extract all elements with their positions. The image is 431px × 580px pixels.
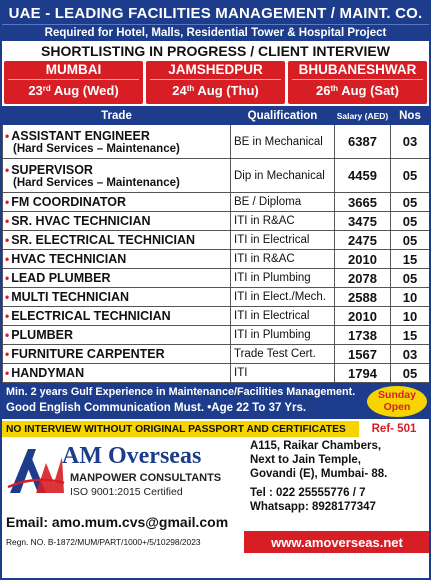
bullet-icon: • (5, 252, 10, 266)
cell-qualification: ITI in R&AC (231, 250, 335, 269)
cell-qualification: ITI in R&AC (231, 212, 335, 231)
cell-salary: 3665 (335, 193, 391, 212)
company-footer (2, 437, 429, 557)
col-header-nos: Nos (391, 107, 430, 125)
bullet-icon: • (5, 290, 10, 304)
cell-nos: 15 (391, 326, 430, 345)
telephone[interactable]: Tel : 022 25555776 / 7 (250, 487, 366, 499)
notice-bar (2, 421, 429, 437)
table-row (3, 125, 430, 159)
cell-trade (3, 212, 231, 231)
reference-number: Ref- 501 (359, 421, 429, 437)
cell-nos: 03 (391, 125, 430, 159)
company-phones (250, 486, 376, 514)
table-row (3, 269, 430, 288)
cell-salary: 2078 (335, 269, 391, 288)
interview-cities (2, 61, 429, 104)
requirements-banner (2, 383, 429, 419)
jobs-table (2, 106, 430, 383)
city-name: BHUBANESHWAR (292, 61, 423, 80)
cell-qualification: ITI in Electrical (231, 231, 335, 250)
cell-nos: 05 (391, 364, 430, 383)
cell-nos: 03 (391, 345, 430, 364)
company-logo-block (6, 439, 238, 515)
bullet-icon: • (5, 347, 10, 361)
trade-name: HVAC TECHNICIAN (11, 252, 127, 266)
cell-trade (3, 345, 231, 364)
cell-salary: 1567 (335, 345, 391, 364)
trade-name: ASSISTANT ENGINEER (11, 128, 150, 143)
cell-salary: 1738 (335, 326, 391, 345)
cell-nos: 05 (391, 193, 430, 212)
interview-status: SHORTLISTING IN PROGRESS / CLIENT INTERVIEW (41, 43, 390, 59)
city-date: 23rd Aug (Wed) (28, 83, 119, 98)
city-date: 26th Aug (Sat) (316, 83, 399, 98)
whatsapp-number[interactable]: Whatsapp: 8928177347 (250, 501, 376, 513)
trade-name: SR. HVAC TECHNICIAN (11, 214, 151, 228)
cell-nos: 05 (391, 212, 430, 231)
cell-salary: 2010 (335, 250, 391, 269)
bullet-icon: • (5, 162, 10, 177)
trade-name: PLUMBER (11, 328, 74, 342)
table-row (3, 231, 430, 250)
city-card-mumbai (4, 61, 143, 104)
table-row (3, 250, 430, 269)
header-title: UAE - LEADING FACILITIES MANAGEMENT / MAINT. CO. (2, 2, 429, 24)
bullet-icon: • (5, 366, 10, 380)
cell-salary: 6387 (335, 125, 391, 159)
cell-qualification: BE in Mechanical (231, 125, 335, 159)
cell-nos: 15 (391, 250, 430, 269)
trade-name: LEAD PLUMBER (11, 271, 111, 285)
trade-name: ELECTRICAL TECHNICIAN (11, 309, 171, 323)
notice-text: NO INTERVIEW WITHOUT ORIGINAL PASSPORT AND CERTIFICATES (2, 421, 359, 437)
cell-salary: 2010 (335, 307, 391, 326)
cell-trade (3, 307, 231, 326)
bullet-icon: • (5, 233, 10, 247)
cell-qualification: ITI in Elect./Mech. (231, 288, 335, 307)
trade-name: SR. ELECTRICAL TECHNICIAN (11, 233, 196, 247)
cell-salary: 2475 (335, 231, 391, 250)
table-row (3, 193, 430, 212)
cell-trade (3, 193, 231, 212)
trade-subtitle: (Hard Services – Maintenance) (13, 142, 180, 155)
header-subtitle: Required for Hotel, Malls, Residential Tower & Hospital Project (2, 24, 429, 41)
company-website[interactable]: www.amoverseas.net (244, 531, 430, 553)
table-row (3, 159, 430, 193)
cell-trade (3, 250, 231, 269)
cell-qualification: BE / Diploma (231, 193, 335, 212)
sunday-open-badge: Sunday Open (367, 386, 427, 417)
cell-trade (3, 288, 231, 307)
city-name: JAMSHEDPUR (150, 61, 281, 80)
col-header-trade: Trade (3, 107, 231, 125)
trade-name: FM COORDINATOR (11, 195, 127, 209)
table-header-row (3, 107, 430, 125)
cell-trade (3, 326, 231, 345)
cell-salary: 2588 (335, 288, 391, 307)
cell-qualification: ITI (231, 364, 335, 383)
table-row (3, 307, 430, 326)
cell-trade (3, 269, 231, 288)
city-card-jamshedpur (146, 61, 285, 104)
cell-salary: 1794 (335, 364, 391, 383)
cell-qualification: ITI in Plumbing (231, 269, 335, 288)
company-tagline: MANPOWER CONSULTANTS (70, 472, 222, 484)
trade-subtitle: (Hard Services – Maintenance) (13, 176, 180, 189)
city-name: MUMBAI (8, 61, 139, 80)
requirement-communication-age: Good English Communication Must. •Age 22 To 37 Yrs. (6, 402, 307, 414)
col-header-qualification: Qualification (231, 107, 335, 125)
table-row (3, 326, 430, 345)
cell-nos: 05 (391, 231, 430, 250)
cell-trade (3, 231, 231, 250)
table-row (3, 288, 430, 307)
cell-nos: 05 (391, 159, 430, 193)
trade-name: FURNITURE CARPENTER (11, 347, 165, 361)
cell-qualification: ITI in Electrical (231, 307, 335, 326)
cell-trade (3, 125, 231, 159)
bullet-icon: • (5, 195, 10, 209)
table-row (3, 212, 430, 231)
bullet-icon: • (5, 128, 10, 143)
cell-salary: 4459 (335, 159, 391, 193)
col-header-salary: Salary (AED) (335, 107, 391, 125)
bullet-icon: • (5, 214, 10, 228)
city-date: 24th Aug (Thu) (172, 83, 259, 98)
cell-nos: 10 (391, 288, 430, 307)
table-row (3, 345, 430, 364)
cell-salary: 3475 (335, 212, 391, 231)
cell-trade (3, 159, 231, 193)
bullet-icon: • (5, 309, 10, 323)
cell-qualification: Dip in Mechanical (231, 159, 335, 193)
registration-number: Regn. NO. B-1872/MUM/PART/1000+/5/10298/2023 (6, 537, 201, 547)
company-email[interactable]: Email: amo.mum.cvs@gmail.com (6, 514, 229, 530)
trade-name: MULTI TECHNICIAN (11, 290, 130, 304)
trade-name: SUPERVISOR (11, 162, 93, 177)
company-name: AM Overseas (62, 443, 202, 469)
cell-nos: 05 (391, 269, 430, 288)
iso-certification: ISO 9001:2015 Certified (70, 486, 183, 498)
cell-nos: 10 (391, 307, 430, 326)
city-card-bhubaneshwar (288, 61, 427, 104)
jobs-table-body (3, 125, 430, 383)
cell-trade (3, 364, 231, 383)
bullet-icon: • (5, 328, 10, 342)
cell-qualification: Trade Test Cert. (231, 345, 335, 364)
trade-name: HANDYMAN (11, 366, 85, 380)
requirement-experience: Min. 2 years Gulf Experience in Maintenance/Facilities Management. (6, 386, 356, 398)
am-logo-icon (6, 443, 66, 497)
cell-qualification: ITI in Plumbing (231, 326, 335, 345)
table-row (3, 364, 430, 383)
company-address: A115, Raikar Chambers, Next to Jain Temple, Govandi (E), Mumbai- 88. (250, 440, 388, 480)
bullet-icon: • (5, 271, 10, 285)
